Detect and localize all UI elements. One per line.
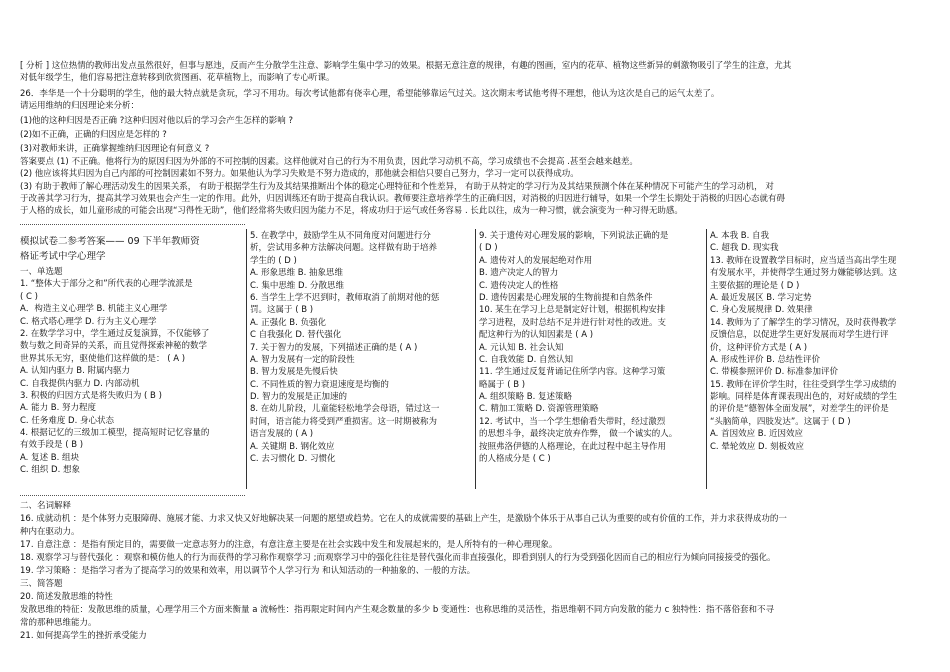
- text-line: A. 能力 B. 努力程度: [20, 403, 97, 414]
- text-line: D. 遗传因素是心理发展的生物前提和自然条件: [479, 292, 653, 303]
- text-line: A. 元认知 B. 社会认知: [479, 342, 564, 353]
- text-line: (1)他的这种归因是否正确 ?这种归因对他以后的学习会产生怎样的影响 ?: [20, 115, 293, 126]
- text-line: B. 智力发展是先慢后快: [250, 367, 338, 378]
- answer-title: 模拟试卷二参考答案—— 09 下半年教师资: [20, 236, 200, 247]
- text-line: 对低年级学生，他们容易把注意转移到欣赏图画、花草植物上，而影响了专心听课。: [20, 73, 335, 84]
- term-19: 19. 学习策略 ：是指学习者为了提高学习的效果和效率，用以调节个人学习行为 和认知活动的一种抽象的、一般的方法。: [20, 566, 476, 576]
- text-line: A. 形象思维 B. 抽象思维: [250, 268, 344, 279]
- text-line: 13. 教师在设置教学目标时，应当适当高出学生现: [710, 255, 897, 266]
- text-line: A. 遗传对人的发展起绝对作用: [479, 255, 593, 266]
- section-heading: 一、单选题: [20, 267, 63, 277]
- text-line: 发散思维的特征：发散思维的质量，心理学用三个方面来衡量 a 流畅性：指再限定时间内产生观念数量的多少 b 变通性：也称思维的灵活性，指思维朝不同方向发散的能力 c 独特性：指不落俗套和不寻: [20, 605, 774, 615]
- text-line: 1. “整体大于部分之和”所代表的心理学流派是: [20, 279, 193, 290]
- column-divider: [706, 229, 707, 489]
- question-20: 20. 简述发散思维的特性: [20, 592, 113, 602]
- text-line: 价，这种评价方式是 ( A ): [710, 342, 808, 353]
- text-line: A. 智力发展有一定的阶段性: [250, 354, 355, 365]
- text-line: 种内在驱动力。: [20, 527, 80, 537]
- text-line: D. 智力的发展是正加速的: [250, 392, 347, 403]
- text-line: 6. 当学生上学不迟到时，教师取消了前期对他的惩: [250, 292, 440, 303]
- text-line: 主要依据的理论是 ( D ): [710, 280, 800, 291]
- text-line: A. 首因效应 B. 近因效应: [710, 429, 804, 440]
- text-line: 的人格成分是 ( C ): [479, 454, 551, 465]
- text-line: C. 晕轮效应 D. 刻板效应: [710, 441, 804, 452]
- text-line: 数与数之间奇异的关系，而且觉得探索神秘的数学: [20, 341, 208, 352]
- text-line: 常的那种思维能力。: [20, 618, 97, 628]
- text-line: 2. 在数学学习中，学生通过反复演算，不仅能够了: [20, 328, 210, 339]
- text-line: 请运用维纳的归因理论来分析：: [20, 101, 140, 112]
- text-line: C. 身心发展规律 D. 效果律: [710, 305, 813, 316]
- text-line: B. 遗产决定人的智力: [479, 268, 559, 279]
- term-17: 17. 自意注意 ：是指有预定目的，需要做一定意志努力的注意，有意注意主要是在社会实践中发生和发展起来的，是人所特有的一种心理现象。: [20, 540, 558, 550]
- text-line: 10. 某生在学习上总是制定好计划，根据机构安排: [479, 305, 666, 316]
- text-line: (3) 有助于教师了解心理活动发生的因果关系， 有助于根据学生行为及其结果推断出个体的稳定心理特征和个性差异， 有助于从特定的学习行为及其结果预测个体在某种情况下可能产生的学习动机， 对: [20, 181, 774, 192]
- text-line: (3)对教师来讲，正确掌握维纳归因理论有何意义 ?: [20, 144, 210, 155]
- term-16: 16. 成就动机 ：是个体努力克服障碍、施展才能、力求又快又好地解决某一问题的愿望或趋势。它在人的成就需要的基础上产生，是激励个体乐于从事自己认为重要的或有价值的工作，并力求获得成功的一: [20, 514, 787, 524]
- text-line: 有效手段是 ( B ): [20, 440, 84, 451]
- text-line: 罚。这属于 ( B ): [250, 305, 314, 316]
- text-line: 学生的 ( D ): [250, 255, 297, 266]
- text-line: C. 去习惯化 D. 习惯化: [250, 454, 336, 465]
- question-21: 21. 如何提高学生的挫折承受能力: [20, 631, 147, 641]
- text-line: 5. 在教学中，鼓励学生从不同角度对问题进行分: [250, 231, 431, 241]
- text-line: 影响。同样是体育课表现出色的，对好成绩的学生: [710, 392, 898, 403]
- text-line: C. 自我提供内驱力 D. 内部动机: [20, 378, 140, 389]
- text-line: 配这种行为的认知因素是 ( A ): [479, 330, 594, 341]
- text-line: “头脑简单，四肢发达”。这属于 ( D ): [710, 416, 851, 427]
- text-line: 语言发展的 ( A ): [250, 429, 314, 440]
- column-1: [20, 236, 244, 477]
- text-line: C. 带模参照评价 D. 标准参加评价: [710, 367, 838, 378]
- text-line: 8. 在幼儿阶段，儿童能轻松地学会母语，错过这一: [250, 404, 440, 415]
- text-line: A. 关键期 B. 钢化效应: [250, 441, 335, 452]
- text-line: 反馈信息，以促进学生更好发展而对学生进行评: [710, 330, 889, 341]
- section-heading: 三、简答题: [20, 579, 63, 589]
- text-line: C. 任务难度 D. 身心状态: [20, 415, 114, 426]
- text-line: C 自我强化 D. 替代强化: [250, 330, 342, 341]
- text-line: A. 形成性评价 B. 总结性评价: [710, 354, 821, 365]
- text-line: A. 复述 B. 组块: [20, 452, 80, 463]
- text-line: C. 集中思维 D. 分散思维: [250, 280, 344, 291]
- text-line: A. 正强化 B. 负强化: [250, 317, 327, 328]
- text-line: (2)如不正确，正确的归因应是怎样的 ?: [20, 130, 167, 141]
- text-line: 世界其乐无穷，驱使他们这样做的是： ( A ): [20, 353, 186, 364]
- text-line: 7. 关于智力的发展，下列描述正确的是 ( A ): [250, 342, 418, 353]
- column-2: [250, 230, 472, 465]
- text-line: C. 自我效能 D. 自然认知: [479, 354, 573, 365]
- text-line: 14. 教师为了了解学生的学习情况，及时获得教学: [710, 317, 897, 328]
- text-line: C. 精加工策略 D. 资源管理策略: [479, 404, 599, 415]
- bottom-section: [20, 500, 938, 643]
- text-line: 析，尝试用多种方法解决问题。这样做有助于培养: [250, 243, 438, 254]
- answer-key-26: 答案要点 (1) 不正确。他将行为的原因归因为外部的不可控制的因素。这样他就对自己的行为不用负责，因此学习动机不高，学习成绩也不会提高 .甚至会越来越差。: [20, 156, 638, 167]
- text-line: 3. 积极的归因方式是将失败归为 ( B ): [20, 390, 162, 401]
- text-line: C. 遗传决定人的性格: [479, 280, 559, 291]
- answer-title: 格证考试中学心理学: [20, 251, 106, 262]
- text-line: 学习进程，及时总结不足并进行针对性的改进。支: [479, 317, 667, 328]
- text-line: A. 本我 B. 自我: [710, 231, 770, 241]
- text-line: 按照弗洛伊德的人格理论，在此过程中起主导作用: [479, 441, 667, 452]
- text-line: A. 最近发展区 B. 学习定势: [710, 292, 812, 303]
- section-heading: 二、名词解释: [20, 501, 72, 511]
- text-line: 略属于 ( B ): [479, 379, 526, 390]
- column-divider: [246, 229, 247, 489]
- text-line: A．构造主义心理学 B. 机能主义心理学: [20, 304, 168, 315]
- text-line: (2) 他应该将其归因为自己内部的可控制因素如不努力。如果他认为学习失败是不努力造成的，那他就会相信只要自己努力，学习一定可以获得成功。: [20, 169, 579, 180]
- question-26: 26．李华是一个十分聪明的学生，他的最大特点就是贪玩，学习不用功。每次考试他都有侥幸心理，希望能够靠运气过关。这次期末考试他考得不理想，他认为这次是自己的运气太差了。: [20, 88, 720, 99]
- text-line: C. 格式塔心理学 D. 行为主义心理学: [20, 316, 157, 327]
- text-line: C. 不同性质的智力衰退速度是均衡的: [250, 379, 389, 390]
- text-line: A. 组织策略 B. 复述策略: [479, 392, 573, 403]
- text-line: 4. 根据记忆的三级加工模型，提高短时记忆容量的: [20, 428, 210, 439]
- text-line: 的评价是“德智体全面发展”，对差学生的评价是: [710, 404, 889, 415]
- text-line: ( C ): [20, 291, 38, 302]
- dotted-divider: [20, 224, 245, 225]
- text-line: 12. 考试中，当一个学生想偷看失带时，经过激烈: [479, 416, 666, 427]
- text-line: 15. 教师在评价学生时，往往受到学生学习成绩的: [710, 379, 897, 390]
- column-3: [479, 230, 704, 465]
- text-line: C. 组织 D. 想象: [20, 465, 80, 476]
- term-18: 18. 观察学习与替代强化 ：观察和模仿他人的行为而获得的学习称作观察学习 ;而观察学习中的强化往往是替代强化而非直接强化，即看到别人的行为受到强化因而自己的相应行为倾向同接接受的强化。: [20, 553, 776, 563]
- text-line: A. 认知内驱力 B. 附属内驱力: [20, 366, 131, 377]
- text-line: 时间，语言能力将受到严重损害。这一时期被称为: [250, 416, 438, 427]
- text-line: 的思想斗争，最终决定放弃作弊， 做一个诚实的人。: [479, 429, 678, 440]
- text-line: ( D ): [479, 243, 498, 254]
- dotted-divider: [20, 495, 245, 496]
- text-line: [ 分析 ] 这位热情的教师出发点虽然很好，但事与愿违，反而产生分散学生注意、影响学生集中学习的效果。根据无意注意的规律，有趣的图画，室内的花草、植物这些新异的刺激物吸引了学生的注意，尤其: [20, 61, 792, 71]
- text-line: 9. 关于遗传对心理发展的影响，下列说法正确的是: [479, 231, 669, 241]
- text-line: C. 超我 D. 现实我: [710, 243, 779, 254]
- text-line: 有发展水平，并使得学生通过努力嫌能够达到。这: [710, 268, 898, 279]
- text-line: 11. 学生通过反复背诵记住所学内容。这种学习策: [479, 367, 666, 378]
- top-section: [20, 60, 938, 218]
- text-line: 于人格的成长，如儿童形成的可能会出现“习得性无助”，他们经常将失败归因为能力不足，将成功归于运气或任务容易 . 长此以往，成为一种习惯，就会演变为一种习得无助感。: [20, 206, 683, 217]
- column-4: [710, 230, 938, 453]
- column-divider: [475, 229, 476, 489]
- text-line: 于改善其学习行为，提高其学习效果也会产生一定的作用。此外，归因训练还有助于提高自我认识。教师要注意培养学生的正确归因，对消极的归因进行辅导，如果一个学生长期处于消极的归因心态就有碍: [20, 194, 786, 205]
